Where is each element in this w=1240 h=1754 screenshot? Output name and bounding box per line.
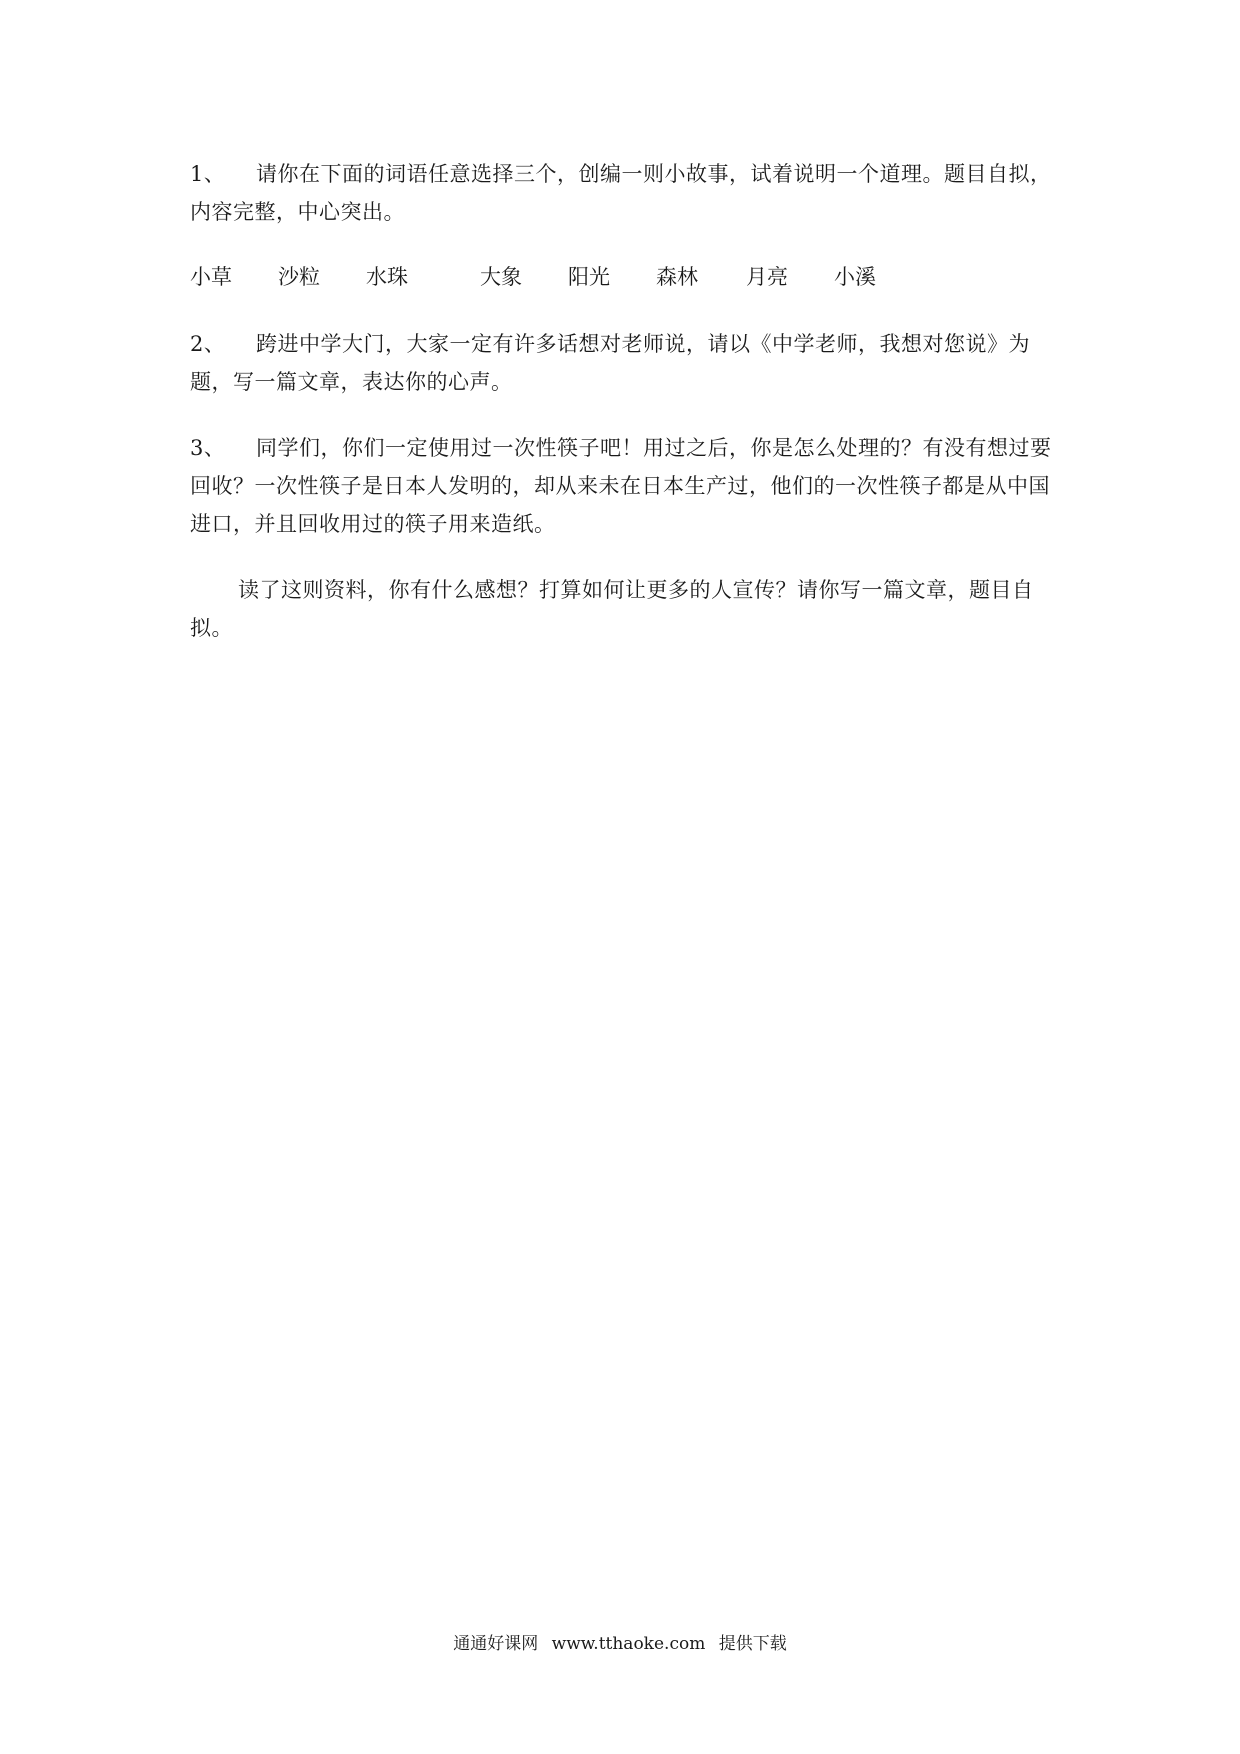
word-item: 大象 [480, 265, 522, 289]
question-text: 请你在下面的词语任意选择三个，创编一则小故事，试着说明一个道理。题目自拟，内容完整，中心突出。 [190, 162, 1052, 224]
footer-suffix: 提供下载 [718, 1634, 787, 1654]
word-item: 小草 [190, 265, 232, 289]
question-number: 2、 [190, 332, 226, 356]
question-3 [190, 429, 1060, 543]
question-text: 跨进中学大门，大家一定有许多话想对老师说，请以《中学老师，我想对您说》为题，写一篇文章，表达你的心声。 [190, 332, 1030, 394]
question-3-followup: 读了这则资料，你有什么感想？打算如何让更多的人宣传？请你写一篇文章，题目自拟。 [190, 578, 1034, 640]
word-item: 森林 [656, 265, 698, 289]
footer-site-name: 通通好课网 [453, 1634, 539, 1654]
question-text: 同学们，你们一定使用过一次性筷子吧！用过之后，你是怎么处理的？有没有想过要回收？一次性筷子是日本人发明的，却从来未在日本生产过，他们的一次性筷子都是从中国进口，并且回收用过的筷子用来造纸。 [190, 436, 1052, 536]
question-number: 1、 [190, 162, 226, 186]
question-number: 3、 [190, 436, 226, 460]
footer [0, 1632, 1240, 1656]
footer-url[interactable]: www.tthaoke.com [551, 1634, 706, 1654]
question-1 [190, 155, 1060, 231]
word-item: 水珠 [366, 265, 408, 289]
word-item: 小溪 [834, 265, 876, 289]
question-2 [190, 325, 1060, 401]
word-item: 阳光 [568, 265, 610, 289]
word-item: 月亮 [746, 265, 788, 289]
word-item: 沙粒 [278, 265, 320, 289]
